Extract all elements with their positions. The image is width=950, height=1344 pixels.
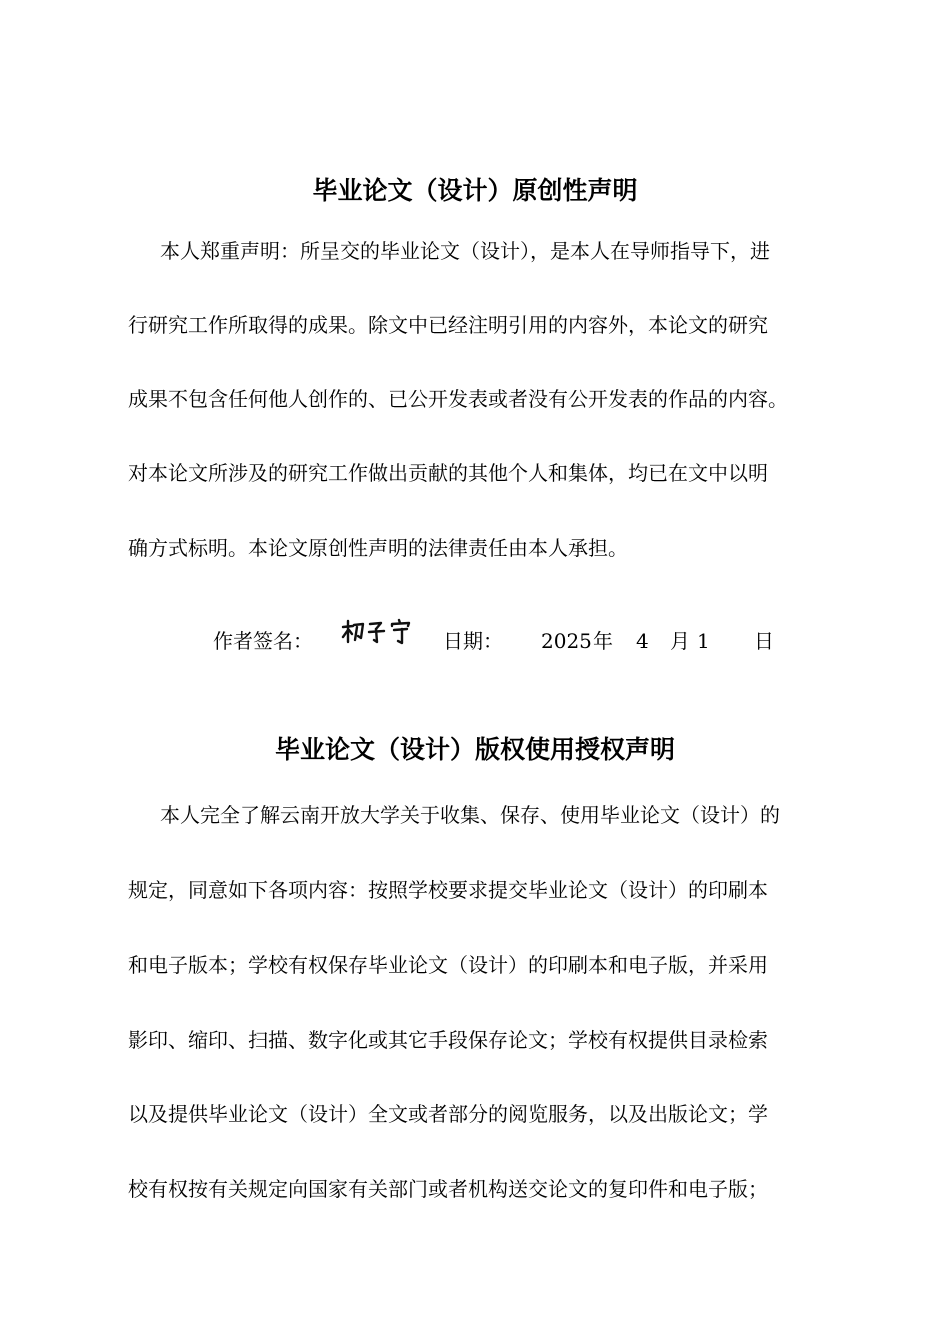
authorization-line-6: 校有权按有关规定向国家有关部门或者机构送交论文的复印件和电子版；	[128, 1177, 768, 1201]
originality-line-2: 行研究工作所取得的成果。除文中已经注明引用的内容外，本论文的研究	[128, 313, 768, 337]
handwritten-signature	[339, 618, 417, 648]
authorization-title: 毕业论文（设计）版权使用授权声明	[274, 735, 675, 764]
authorization-line-5: 以及提供毕业论文（设计）全文或者部分的阅览服务，以及出版论文；学	[128, 1102, 768, 1126]
authorization-line-3: 和电子版本；学校有权保存毕业论文（设计）的印刷本和电子版，并采用	[128, 953, 768, 977]
date-day: 1	[697, 629, 710, 653]
originality-title: 毕业论文（设计）原创性声明	[312, 176, 638, 205]
originality-line-5: 确方式标明。本论文原创性声明的法律责任由本人承担。	[128, 536, 628, 560]
date-month-unit: 月	[670, 629, 690, 653]
authorization-line-2: 规定，同意如下各项内容：按照学校要求提交毕业论文（设计）的印刷本	[128, 878, 768, 902]
signature-row	[0, 628, 950, 660]
author-signature-label: 作者签名：	[213, 629, 313, 653]
date-day-unit: 日	[754, 629, 774, 653]
originality-line-3: 成果不包含任何他人创作的、已公开发表或者没有公开发表的作品的内容。	[128, 387, 788, 411]
authorization-line-1: 本人完全了解云南开放大学关于收集、保存、使用毕业论文（设计）的	[160, 803, 780, 827]
date-month: 4	[636, 629, 649, 653]
authorization-line-4: 影印、缩印、扫描、数字化或其它手段保存论文；学校有权提供目录检索	[128, 1028, 768, 1052]
date-label: 日期：	[443, 629, 503, 653]
originality-line-1: 本人郑重声明：所呈交的毕业论文（设计），是本人在导师指导下，进	[160, 239, 770, 263]
date-year-unit: 年	[593, 629, 613, 653]
date-year: 2025	[541, 629, 592, 653]
originality-line-4: 对本论文所涉及的研究工作做出贡献的其他个人和集体，均已在文中以明	[128, 461, 768, 485]
